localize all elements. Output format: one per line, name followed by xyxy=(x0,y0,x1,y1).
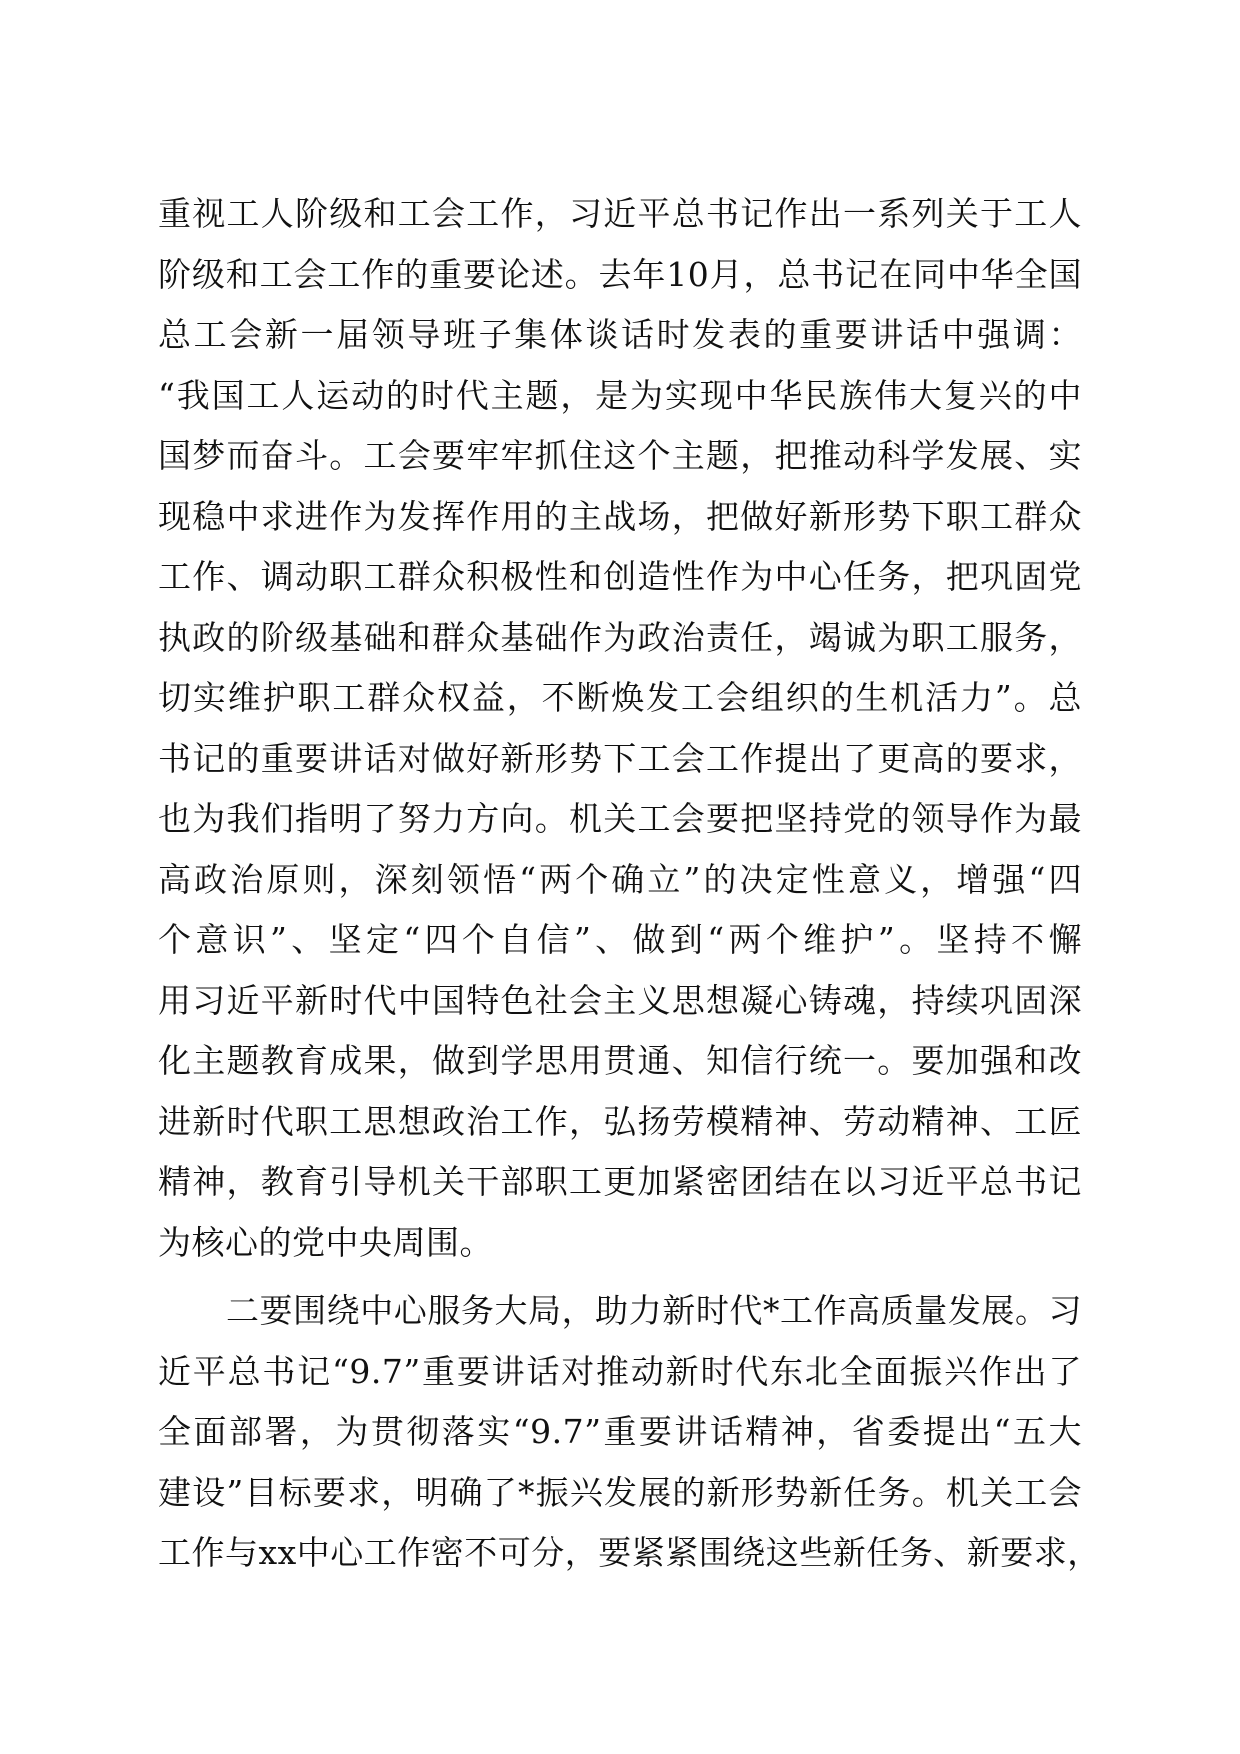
text-line: “我国工人运动的时代主题，是为实现中华民族伟大复兴的中 xyxy=(158,375,1082,415)
text-line: 阶级和工会工作的重要论述。去年10月，总书记在同中华全国 xyxy=(158,254,1082,294)
paragraph-2 xyxy=(158,1281,1101,1584)
document-body xyxy=(158,184,1101,1584)
paragraph-gap xyxy=(158,1273,1082,1281)
text-line: 切实维护职工群众权益，不断焕发工会组织的生机活力”。总 xyxy=(158,678,1082,717)
text-line: 用习近平新时代中国特色社会主义思想凝心铸魂，持续巩固深 xyxy=(158,980,1082,1020)
text-line: 全面部署，为贯彻落实“9.7”重要讲话精神，省委提出“五大 xyxy=(158,1412,1082,1451)
text-line: 书记的重要讲话对做好新形势下工会工作提出了更高的要求， xyxy=(158,738,1082,778)
text-line: 国梦而奋斗。工会要牢牢抓住这个主题，把推动科学发展、实 xyxy=(158,436,1082,475)
text-line: 精神，教育引导机关干部职工更加紧密团结在以习近平总书记 xyxy=(158,1162,1082,1201)
text-line: 进新时代职工思想政治工作，弘扬劳模精神、劳动精神、工匠 xyxy=(158,1101,1082,1141)
text-line: 重视工人阶级和工会工作，习近平总书记作出一系列关于工人 xyxy=(158,194,1082,233)
text-line: 现稳中求进作为发挥作用的主战场，把做好新形势下职工群众 xyxy=(158,496,1082,536)
text-line: 建设”目标要求，明确了*振兴发展的新形势新任务。机关工会 xyxy=(158,1472,1082,1512)
paragraph-1 xyxy=(158,184,1082,1273)
text-line: 化主题教育成果，做到学思用贯通、知信行统一。要加强和改 xyxy=(158,1041,1082,1080)
text-line: 二要围绕中心服务大局，助力新时代*工作高质量发展。习 xyxy=(226,1291,1082,1330)
text-line: 为核心的党中央周围。 xyxy=(158,1222,493,1262)
text-line: 高政治原则，深刻领悟“两个确立”的决定性意义，增强“四 xyxy=(158,859,1082,899)
text-line: 工作与xx中心工作密不可分，要紧紧围绕这些新任务、新要求， xyxy=(158,1533,1101,1572)
text-line: 工作、调动职工群众积极性和创造性作为中心任务，把巩固党 xyxy=(158,557,1082,596)
text-line: 近平总书记“9.7”重要讲话对推动新时代东北全面振兴作出了 xyxy=(158,1351,1082,1391)
text-line: 执政的阶级基础和群众基础作为政治责任，竭诚为职工服务， xyxy=(158,617,1082,657)
text-line: 也为我们指明了努力方向。机关工会要把坚持党的领导作为最 xyxy=(158,799,1082,838)
text-line: 总工会新一届领导班子集体谈话时发表的重要讲话中强调： xyxy=(158,315,1082,354)
text-line: 个意识”、坚定“四个自信”、做到“两个维护”。坚持不懈 xyxy=(158,920,1082,959)
